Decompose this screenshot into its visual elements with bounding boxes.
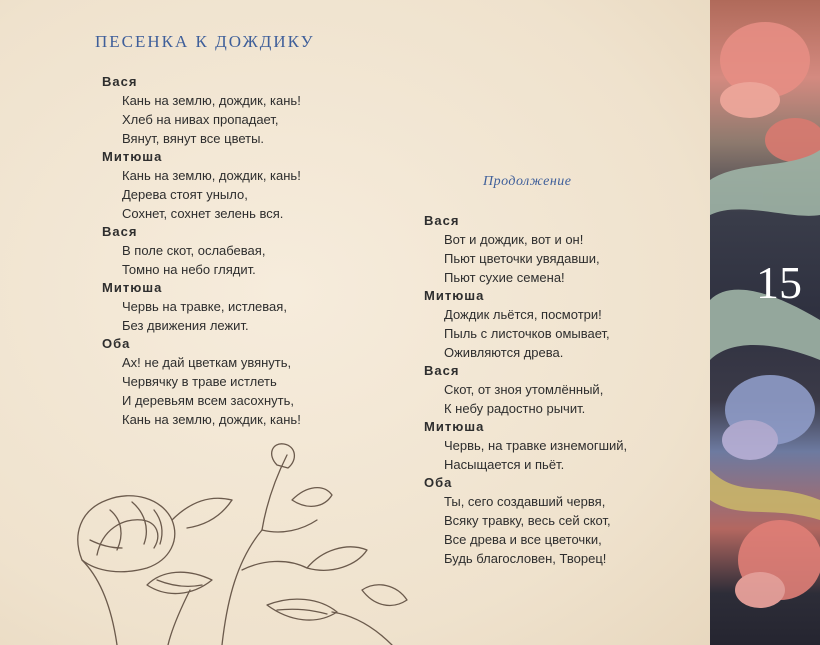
verse-block <box>424 287 627 362</box>
rose-illustration <box>62 440 422 645</box>
verse-line: Сохнет, сохнет зелень вся. <box>122 206 284 221</box>
verse-block <box>102 223 301 279</box>
speaker-name: Вася <box>424 363 460 378</box>
verse-block <box>102 335 301 429</box>
continuation-subtitle: Продолжение <box>483 174 572 189</box>
verse-line: Скот, от зноя утомлённый, <box>444 382 604 397</box>
verse-line: Всяку травку, весь сей скот, <box>444 513 611 528</box>
verse-line: Хлеб на нивах пропадает, <box>122 112 279 127</box>
verse-block <box>424 212 627 287</box>
verse-block <box>424 474 627 568</box>
verse-line: Все древа и все цветочки, <box>444 532 602 547</box>
verse-line: Томно на небо глядит. <box>122 262 256 277</box>
verse-line: Червь на травке, истлевая, <box>122 299 287 314</box>
speaker-name: Оба <box>102 336 131 351</box>
verse-line: Ты, сего создавший червя, <box>444 494 606 509</box>
verse-line: Кань на землю, дождик, кань! <box>122 93 301 108</box>
verse-line: Пыль с листочков омывает, <box>444 326 610 341</box>
speaker-name: Митюша <box>424 419 485 434</box>
speaker-name: Митюша <box>102 149 163 164</box>
verse-line: Ах! не дай цветкам увянуть, <box>122 355 292 370</box>
verse-line: Дерева стоят уныло, <box>122 187 248 202</box>
speaker-name: Оба <box>424 475 453 490</box>
speaker-name: Митюша <box>102 280 163 295</box>
verse-block <box>424 418 627 474</box>
speaker-name: Митюша <box>424 288 485 303</box>
speaker-name: Вася <box>102 224 138 239</box>
speaker-name: Вася <box>102 74 138 89</box>
verse-line: Червь, на травке изнемогший, <box>444 438 628 453</box>
poem-column-left <box>102 73 301 429</box>
verse-block <box>102 148 301 223</box>
verse-line: Насыщается и пьёт. <box>444 457 565 472</box>
speaker-name: Вася <box>424 213 460 228</box>
verse-line: Будь благословен, Творец! <box>444 551 607 566</box>
embroidery-pattern <box>710 0 820 645</box>
verse-line: Вянут, вянут все цветы. <box>122 131 265 146</box>
page-number: 15 <box>756 257 802 308</box>
verse-line: Червячку в траве истлеть <box>122 374 277 389</box>
verse-line: Кань на землю, дождик, кань! <box>122 168 301 183</box>
embroidered-tapestry-strip <box>710 0 820 645</box>
verse-line: Дождик льётся, посмотри! <box>444 307 602 322</box>
verse-block <box>424 362 627 418</box>
verse-line: Оживляются древа. <box>444 345 564 360</box>
verse-block <box>102 279 301 335</box>
verse-line: Пьют сухие семена! <box>444 270 565 285</box>
verse-line: И деревьям всем засохнуть, <box>122 393 294 408</box>
verse-line: Вот и дождик, вот и он! <box>444 232 584 247</box>
verse-line: Без движения лежит. <box>122 318 249 333</box>
verse-line: Кань на землю, дождик, кань! <box>122 412 301 427</box>
poem-column-right <box>424 212 627 568</box>
verse-block <box>102 73 301 148</box>
verse-line: Пьют цветочки увядавши, <box>444 251 600 266</box>
verse-line: В поле скот, ослабевая, <box>122 243 266 258</box>
verse-line: К небу радостно рычит. <box>444 401 586 416</box>
page-title: ПЕСЕНКА К ДОЖДИКУ <box>95 32 315 51</box>
